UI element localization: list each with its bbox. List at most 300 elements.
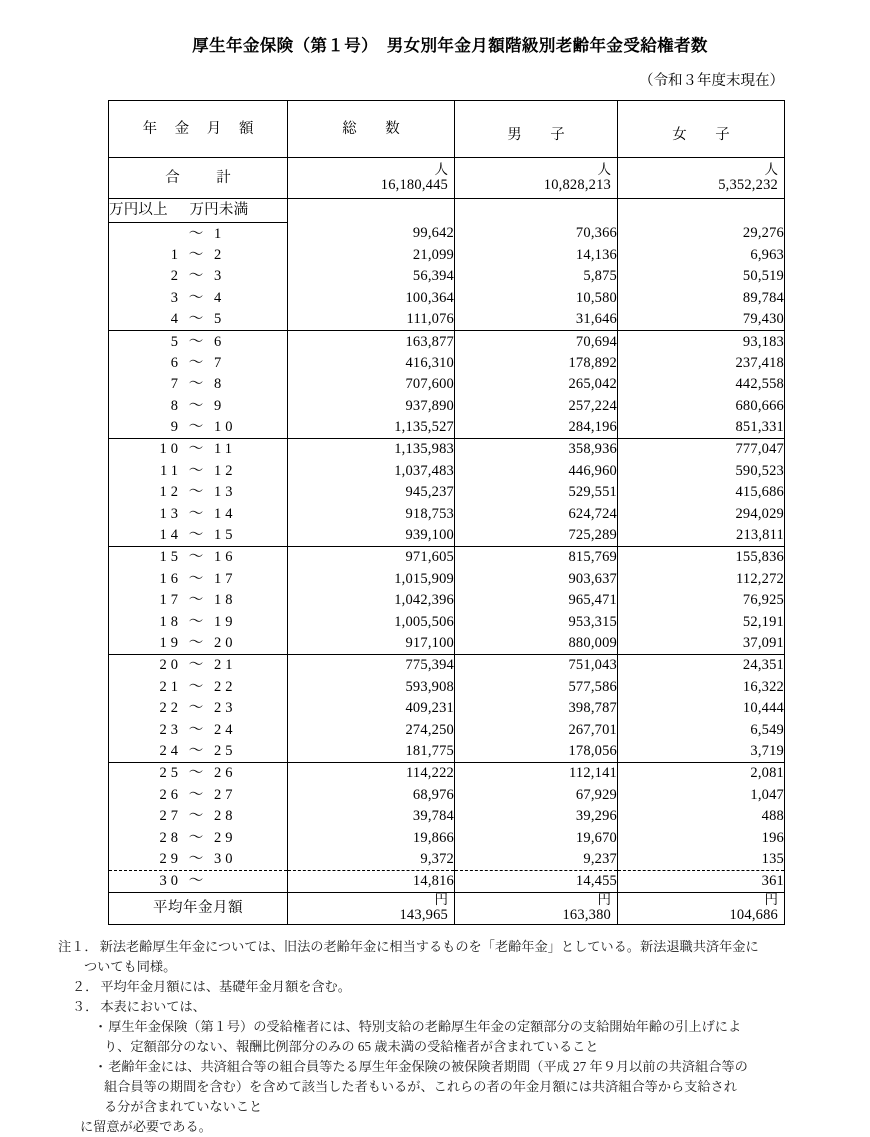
footnote-3-bullet-2-text: 老齢年金には、共済組合等の組合員等たる厚生年金保険の被保険者期間（平成 27 年９月以前の共済組合等の <box>108 1058 748 1074</box>
footnote-3-bullet-1-text: 厚生年金保険（第１号）の受給権者には、特別支給の老齢厚生年金の定額部分の支給開始年齢の引上げによ <box>108 1018 742 1034</box>
cell-total: 114,222 <box>288 762 455 784</box>
cell-male: 70,694 <box>455 330 618 352</box>
grand-total-female: 5,352,232 <box>718 176 778 193</box>
table-row <box>109 524 785 546</box>
cell-male: 70,366 <box>455 223 618 245</box>
column-header-total: 総 数 <box>288 101 455 158</box>
cell-female: 488 <box>618 806 785 827</box>
cell-female: 112,272 <box>618 568 785 589</box>
footnote-3 <box>58 997 850 1017</box>
cell-female: 1,047 <box>618 784 785 805</box>
range-upper: 6 <box>214 333 226 350</box>
range-upper: 21 <box>214 657 237 674</box>
range-lower: 4 <box>170 311 182 328</box>
cell-total: 9,372 <box>288 848 455 870</box>
row-range-label <box>109 827 288 848</box>
cell-total: 409,231 <box>288 698 455 719</box>
cell-female: 24,351 <box>618 654 785 676</box>
table-row <box>109 438 785 460</box>
range-lower: 6 <box>170 354 182 371</box>
range-lower: 9 <box>170 419 182 436</box>
cell-female: 680,666 <box>618 395 785 416</box>
average-row-label: 平均年金月額 <box>109 893 288 924</box>
cell-female: 89,784 <box>618 287 785 308</box>
column-header-pension-amount: 年 金 月 額 <box>109 101 288 158</box>
cell-male: 267,701 <box>455 719 618 740</box>
range-upper: 13 <box>214 484 237 501</box>
cell-male: 39,296 <box>455 806 618 827</box>
cell-female: 442,558 <box>618 374 785 395</box>
footnote-1-marker: 注１． <box>58 938 98 954</box>
cell-total: 1,135,983 <box>288 438 455 460</box>
range-lower: 25 <box>159 765 182 782</box>
cell-male: 815,769 <box>455 546 618 568</box>
table-row <box>109 698 785 719</box>
cell-female: 2,081 <box>618 762 785 784</box>
row-range-label <box>109 870 288 892</box>
cell-male: 14,136 <box>455 244 618 265</box>
table-row <box>109 482 785 503</box>
row-range-label <box>109 482 288 503</box>
cell-female: 590,523 <box>618 460 785 481</box>
row-range-label <box>109 676 288 697</box>
cell-female: 361 <box>618 870 785 892</box>
range-tilde: ～ <box>188 505 204 522</box>
band-lower-label: 万円以上 <box>109 202 168 219</box>
range-upper: 4 <box>214 289 226 306</box>
range-tilde: ～ <box>188 786 204 803</box>
footnotes <box>0 937 870 1137</box>
grand-total-label: 合 計 <box>109 158 288 199</box>
table-row <box>109 546 785 568</box>
range-tilde: ～ <box>188 246 204 263</box>
band-subheader-total-spacer <box>288 199 455 223</box>
range-tilde: ～ <box>188 527 204 544</box>
row-range-label <box>109 719 288 740</box>
table-row-open-ended <box>109 870 785 892</box>
cell-male: 577,586 <box>455 676 618 697</box>
page-title: 厚生年金保険（第１号） 男女別年金月額階級別老齢年金受給権者数 <box>192 36 708 55</box>
cell-female: 196 <box>618 827 785 848</box>
bullet-icon-1: ・ <box>94 1018 108 1034</box>
range-upper: 17 <box>214 570 237 587</box>
range-lower: 17 <box>159 592 182 609</box>
range-lower: 26 <box>159 786 182 803</box>
as-of-date <box>0 69 870 90</box>
range-tilde: ～ <box>188 311 204 328</box>
table-row <box>109 654 785 676</box>
cell-female: 6,963 <box>618 244 785 265</box>
range-tilde: ～ <box>188 721 204 738</box>
table-row <box>109 374 785 395</box>
cell-total: 971,605 <box>288 546 455 568</box>
range-tilde: ～ <box>188 808 204 825</box>
range-upper: 24 <box>214 721 237 738</box>
statistics-table-wrap <box>0 100 870 925</box>
cell-total: 111,076 <box>288 309 455 331</box>
band-subheader-row <box>109 199 785 223</box>
row-range-label <box>109 611 288 632</box>
range-tilde: ～ <box>188 700 204 717</box>
cell-total: 99,642 <box>288 223 455 245</box>
cell-male: 19,670 <box>455 827 618 848</box>
range-lower: 12 <box>159 484 182 501</box>
range-upper: 14 <box>214 505 237 522</box>
range-upper: 23 <box>214 700 237 717</box>
range-upper: 15 <box>214 527 237 544</box>
cell-male: 624,724 <box>455 503 618 524</box>
pension-statistics-table <box>108 100 785 925</box>
cell-male: 112,141 <box>455 762 618 784</box>
cell-total: 917,100 <box>288 632 455 654</box>
cell-total: 39,784 <box>288 806 455 827</box>
row-range-label <box>109 438 288 460</box>
range-lower: 20 <box>159 657 182 674</box>
cell-total: 1,005,506 <box>288 611 455 632</box>
range-upper: 29 <box>214 829 237 846</box>
cell-female: 155,836 <box>618 546 785 568</box>
table-row <box>109 503 785 524</box>
cell-male: 725,289 <box>455 524 618 546</box>
range-lower: 3 <box>170 289 182 306</box>
range-lower: 13 <box>159 505 182 522</box>
row-range-label <box>109 806 288 827</box>
range-upper: 25 <box>214 742 237 759</box>
range-tilde: ～ <box>188 462 204 479</box>
table-row <box>109 784 785 805</box>
range-lower: 1 <box>170 246 182 263</box>
column-header-male: 男 子 <box>455 101 618 158</box>
cell-total: 593,908 <box>288 676 455 697</box>
row-range-label <box>109 740 288 762</box>
range-lower: 11 <box>160 462 182 479</box>
row-range-label <box>109 762 288 784</box>
cell-female: 237,418 <box>618 352 785 373</box>
table-row <box>109 719 785 740</box>
table-row <box>109 632 785 654</box>
row-range-label <box>109 590 288 611</box>
range-tilde: ～ <box>188 873 204 890</box>
range-lower: 29 <box>159 850 182 867</box>
range-lower: 21 <box>159 678 182 695</box>
band-upper-label: 万円未満 <box>189 202 249 219</box>
table-row <box>109 223 785 245</box>
range-upper: 12 <box>214 462 237 479</box>
range-upper: 26 <box>214 765 237 782</box>
band-subheader-male-spacer <box>455 199 618 223</box>
range-lower: 7 <box>170 376 182 393</box>
range-lower: 19 <box>159 635 182 651</box>
footnote-2 <box>58 977 850 997</box>
average-female-cell <box>618 893 785 924</box>
range-lower: 27 <box>159 808 182 825</box>
range-tilde: ～ <box>188 613 204 630</box>
range-upper: 30 <box>214 850 237 867</box>
unit-people-female: 人 <box>764 161 778 177</box>
row-range-label <box>109 524 288 546</box>
table-row <box>109 740 785 762</box>
range-tilde: ～ <box>188 829 204 846</box>
grand-total-value-male <box>455 158 618 199</box>
cell-male: 178,056 <box>455 740 618 762</box>
range-tilde: ～ <box>188 376 204 393</box>
footnote-3-bullet-1 <box>58 1017 850 1037</box>
range-lower: 2 <box>170 268 182 285</box>
table-row <box>109 827 785 848</box>
range-lower: 8 <box>170 397 182 414</box>
cell-female: 79,430 <box>618 309 785 331</box>
range-upper: 7 <box>214 354 226 371</box>
cell-female: 135 <box>618 848 785 870</box>
table-row <box>109 266 785 287</box>
cell-total: 939,100 <box>288 524 455 546</box>
range-upper: 5 <box>214 311 226 328</box>
cell-male: 67,929 <box>455 784 618 805</box>
table-row <box>109 287 785 308</box>
row-range-label <box>109 374 288 395</box>
cell-male: 257,224 <box>455 395 618 416</box>
table-row <box>109 417 785 439</box>
range-lower: 5 <box>170 333 182 350</box>
row-range-label <box>109 654 288 676</box>
row-range-label <box>109 632 288 654</box>
range-tilde: ～ <box>188 549 204 566</box>
table-row <box>109 762 785 784</box>
table-row <box>109 395 785 416</box>
cell-female: 851,331 <box>618 417 785 439</box>
cell-total: 56,394 <box>288 266 455 287</box>
unit-yen: 円 <box>764 892 778 908</box>
row-range-label <box>109 309 288 331</box>
range-upper: 22 <box>214 678 237 695</box>
table-header-row <box>109 101 785 158</box>
cell-female: 10,444 <box>618 698 785 719</box>
range-lower: 22 <box>159 700 182 717</box>
range-tilde: ～ <box>188 570 204 587</box>
range-tilde: ～ <box>188 850 204 867</box>
footnote-3-bullet-1-continuation: り、定額部分のない、報酬比例部分のみの 65 歳未満の受給権者が含まれていること <box>104 1038 599 1054</box>
range-upper: 9 <box>214 397 226 414</box>
cell-male: 265,042 <box>455 374 618 395</box>
cell-total: 918,753 <box>288 503 455 524</box>
grand-total-row <box>109 158 785 199</box>
cell-male: 9,237 <box>455 848 618 870</box>
range-tilde: ～ <box>188 657 204 674</box>
range-upper: 19 <box>214 613 237 630</box>
average-row <box>109 893 785 924</box>
grand-total-male: 10,828,213 <box>543 176 611 193</box>
range-tilde: ～ <box>188 225 204 242</box>
row-range-label <box>109 698 288 719</box>
cell-female: 213,811 <box>618 524 785 546</box>
range-tilde: ～ <box>188 397 204 414</box>
cell-total: 274,250 <box>288 719 455 740</box>
table-row <box>109 244 785 265</box>
range-lower: 23 <box>159 721 182 738</box>
cell-male: 880,009 <box>455 632 618 654</box>
range-upper: 18 <box>214 592 237 609</box>
table-row <box>109 309 785 331</box>
row-range-label <box>109 244 288 265</box>
footnote-3-bullet-2 <box>58 1057 850 1077</box>
table-row <box>109 611 785 632</box>
cell-total: 1,015,909 <box>288 568 455 589</box>
as-of-date-text: （令和３年度末現在） <box>639 73 784 89</box>
row-range-label <box>109 330 288 352</box>
range-tilde: ～ <box>188 592 204 609</box>
cell-total: 68,976 <box>288 784 455 805</box>
range-tilde: ～ <box>188 289 204 306</box>
footnote-1-continuation: ついても同様。 <box>84 958 177 974</box>
range-upper: 3 <box>214 268 226 285</box>
table-row <box>109 848 785 870</box>
range-tilde: ～ <box>188 484 204 501</box>
row-range-label <box>109 848 288 870</box>
unit-yen: 円 <box>597 892 611 908</box>
row-range-label <box>109 546 288 568</box>
row-range-label <box>109 395 288 416</box>
footnote-1 <box>58 937 850 957</box>
cell-male: 5,875 <box>455 266 618 287</box>
cell-female: 777,047 <box>618 438 785 460</box>
range-tilde: ～ <box>188 678 204 695</box>
cell-female: 93,183 <box>618 330 785 352</box>
footnote-2-marker: ２． <box>72 978 99 994</box>
cell-total: 14,816 <box>288 870 455 892</box>
cell-total: 937,890 <box>288 395 455 416</box>
range-lower: 15 <box>159 549 182 566</box>
average-total: 143,965 <box>399 907 448 924</box>
cell-female: 29,276 <box>618 223 785 245</box>
cell-female: 3,719 <box>618 740 785 762</box>
cell-female: 76,925 <box>618 590 785 611</box>
cell-male: 751,043 <box>455 654 618 676</box>
range-lower: 24 <box>159 742 182 759</box>
range-upper: 20 <box>214 635 237 651</box>
range-tilde: ～ <box>188 419 204 436</box>
cell-total: 163,877 <box>288 330 455 352</box>
cell-female: 16,322 <box>618 676 785 697</box>
cell-male: 358,936 <box>455 438 618 460</box>
row-range-label <box>109 568 288 589</box>
row-range-label <box>109 460 288 481</box>
cell-male: 903,637 <box>455 568 618 589</box>
cell-total: 1,135,527 <box>288 417 455 439</box>
range-tilde: ～ <box>188 441 204 458</box>
row-range-label <box>109 266 288 287</box>
grand-total-value-female <box>618 158 785 199</box>
table-row <box>109 568 785 589</box>
table-row <box>109 806 785 827</box>
table-row <box>109 330 785 352</box>
range-upper: 8 <box>214 376 226 393</box>
grand-total-total: 16,180,445 <box>380 176 448 193</box>
range-upper: 27 <box>214 786 237 803</box>
row-range-label <box>109 503 288 524</box>
cell-female: 294,029 <box>618 503 785 524</box>
range-upper: 28 <box>214 808 237 825</box>
table-row <box>109 590 785 611</box>
range-upper: 1 <box>214 225 226 242</box>
cell-male: 965,471 <box>455 590 618 611</box>
row-range-label <box>109 417 288 439</box>
cell-total: 1,037,483 <box>288 460 455 481</box>
cell-female: 415,686 <box>618 482 785 503</box>
average-male-cell <box>455 893 618 924</box>
range-lower: 28 <box>159 829 182 846</box>
footnote-3-bullet-2-continuation-b: る分が含まれていないこと <box>104 1099 263 1115</box>
range-tilde: ～ <box>188 354 204 371</box>
cell-total: 707,600 <box>288 374 455 395</box>
range-tilde: ～ <box>188 268 204 285</box>
cell-total: 945,237 <box>288 482 455 503</box>
cell-male: 446,960 <box>455 460 618 481</box>
average-male: 163,380 <box>562 907 611 924</box>
range-tilde: ～ <box>188 333 204 350</box>
range-lower: 10 <box>159 441 182 458</box>
unit-people-total: 人 <box>434 161 448 177</box>
cell-male: 14,455 <box>455 870 618 892</box>
table-row <box>109 676 785 697</box>
row-range-label <box>109 784 288 805</box>
range-tilde: ～ <box>188 742 204 759</box>
cell-total: 181,775 <box>288 740 455 762</box>
range-upper: 2 <box>214 246 226 263</box>
cell-female: 52,191 <box>618 611 785 632</box>
table-row <box>109 352 785 373</box>
cell-total: 775,394 <box>288 654 455 676</box>
cell-total: 19,866 <box>288 827 455 848</box>
footnote-tail: に留意が必要である。 <box>80 1119 212 1135</box>
cell-total: 100,364 <box>288 287 455 308</box>
cell-female: 37,091 <box>618 632 785 654</box>
average-total-cell <box>288 893 455 924</box>
column-header-female: 女 子 <box>618 101 785 158</box>
bullet-icon-2: ・ <box>94 1058 108 1074</box>
band-range-subheader <box>109 199 288 223</box>
cell-female: 6,549 <box>618 719 785 740</box>
cell-total: 1,042,396 <box>288 590 455 611</box>
unit-yen: 円 <box>434 892 448 908</box>
cell-male: 398,787 <box>455 698 618 719</box>
footnote-2-text: 平均年金月額には、基礎年金月額を含む。 <box>100 978 351 994</box>
cell-male: 178,892 <box>455 352 618 373</box>
range-upper: 11 <box>214 441 236 458</box>
cell-male: 10,580 <box>455 287 618 308</box>
table-row <box>109 460 785 481</box>
row-range-label <box>109 287 288 308</box>
cell-male: 31,646 <box>455 309 618 331</box>
footnote-1-text: 新法老齢厚生年金については、旧法の老齢年金に相当するものを「老齢年金」としている。新法退職共済年金に <box>99 938 759 954</box>
cell-female: 50,519 <box>618 266 785 287</box>
cell-total: 21,099 <box>288 244 455 265</box>
cell-total: 416,310 <box>288 352 455 373</box>
footnote-3-marker: ３． <box>72 998 99 1014</box>
range-tilde: ～ <box>188 765 204 782</box>
range-lower: 30 <box>159 873 182 890</box>
range-lower: 18 <box>159 613 182 630</box>
cell-male: 529,551 <box>455 482 618 503</box>
range-upper: 10 <box>214 419 237 436</box>
cell-male: 953,315 <box>455 611 618 632</box>
footnote-3-bullet-2-continuation-a: 組合員等の期間を含む）を含めて該当した者もいるが、これらの者の年金月額には共済組合等から支給され <box>104 1078 737 1094</box>
average-female: 104,686 <box>729 907 778 924</box>
range-lower: 14 <box>159 527 182 544</box>
footnote-3-text: 本表においては、 <box>100 998 206 1014</box>
band-subheader-female-spacer <box>618 199 785 223</box>
range-lower: 16 <box>159 570 182 587</box>
range-upper: 16 <box>214 549 237 566</box>
